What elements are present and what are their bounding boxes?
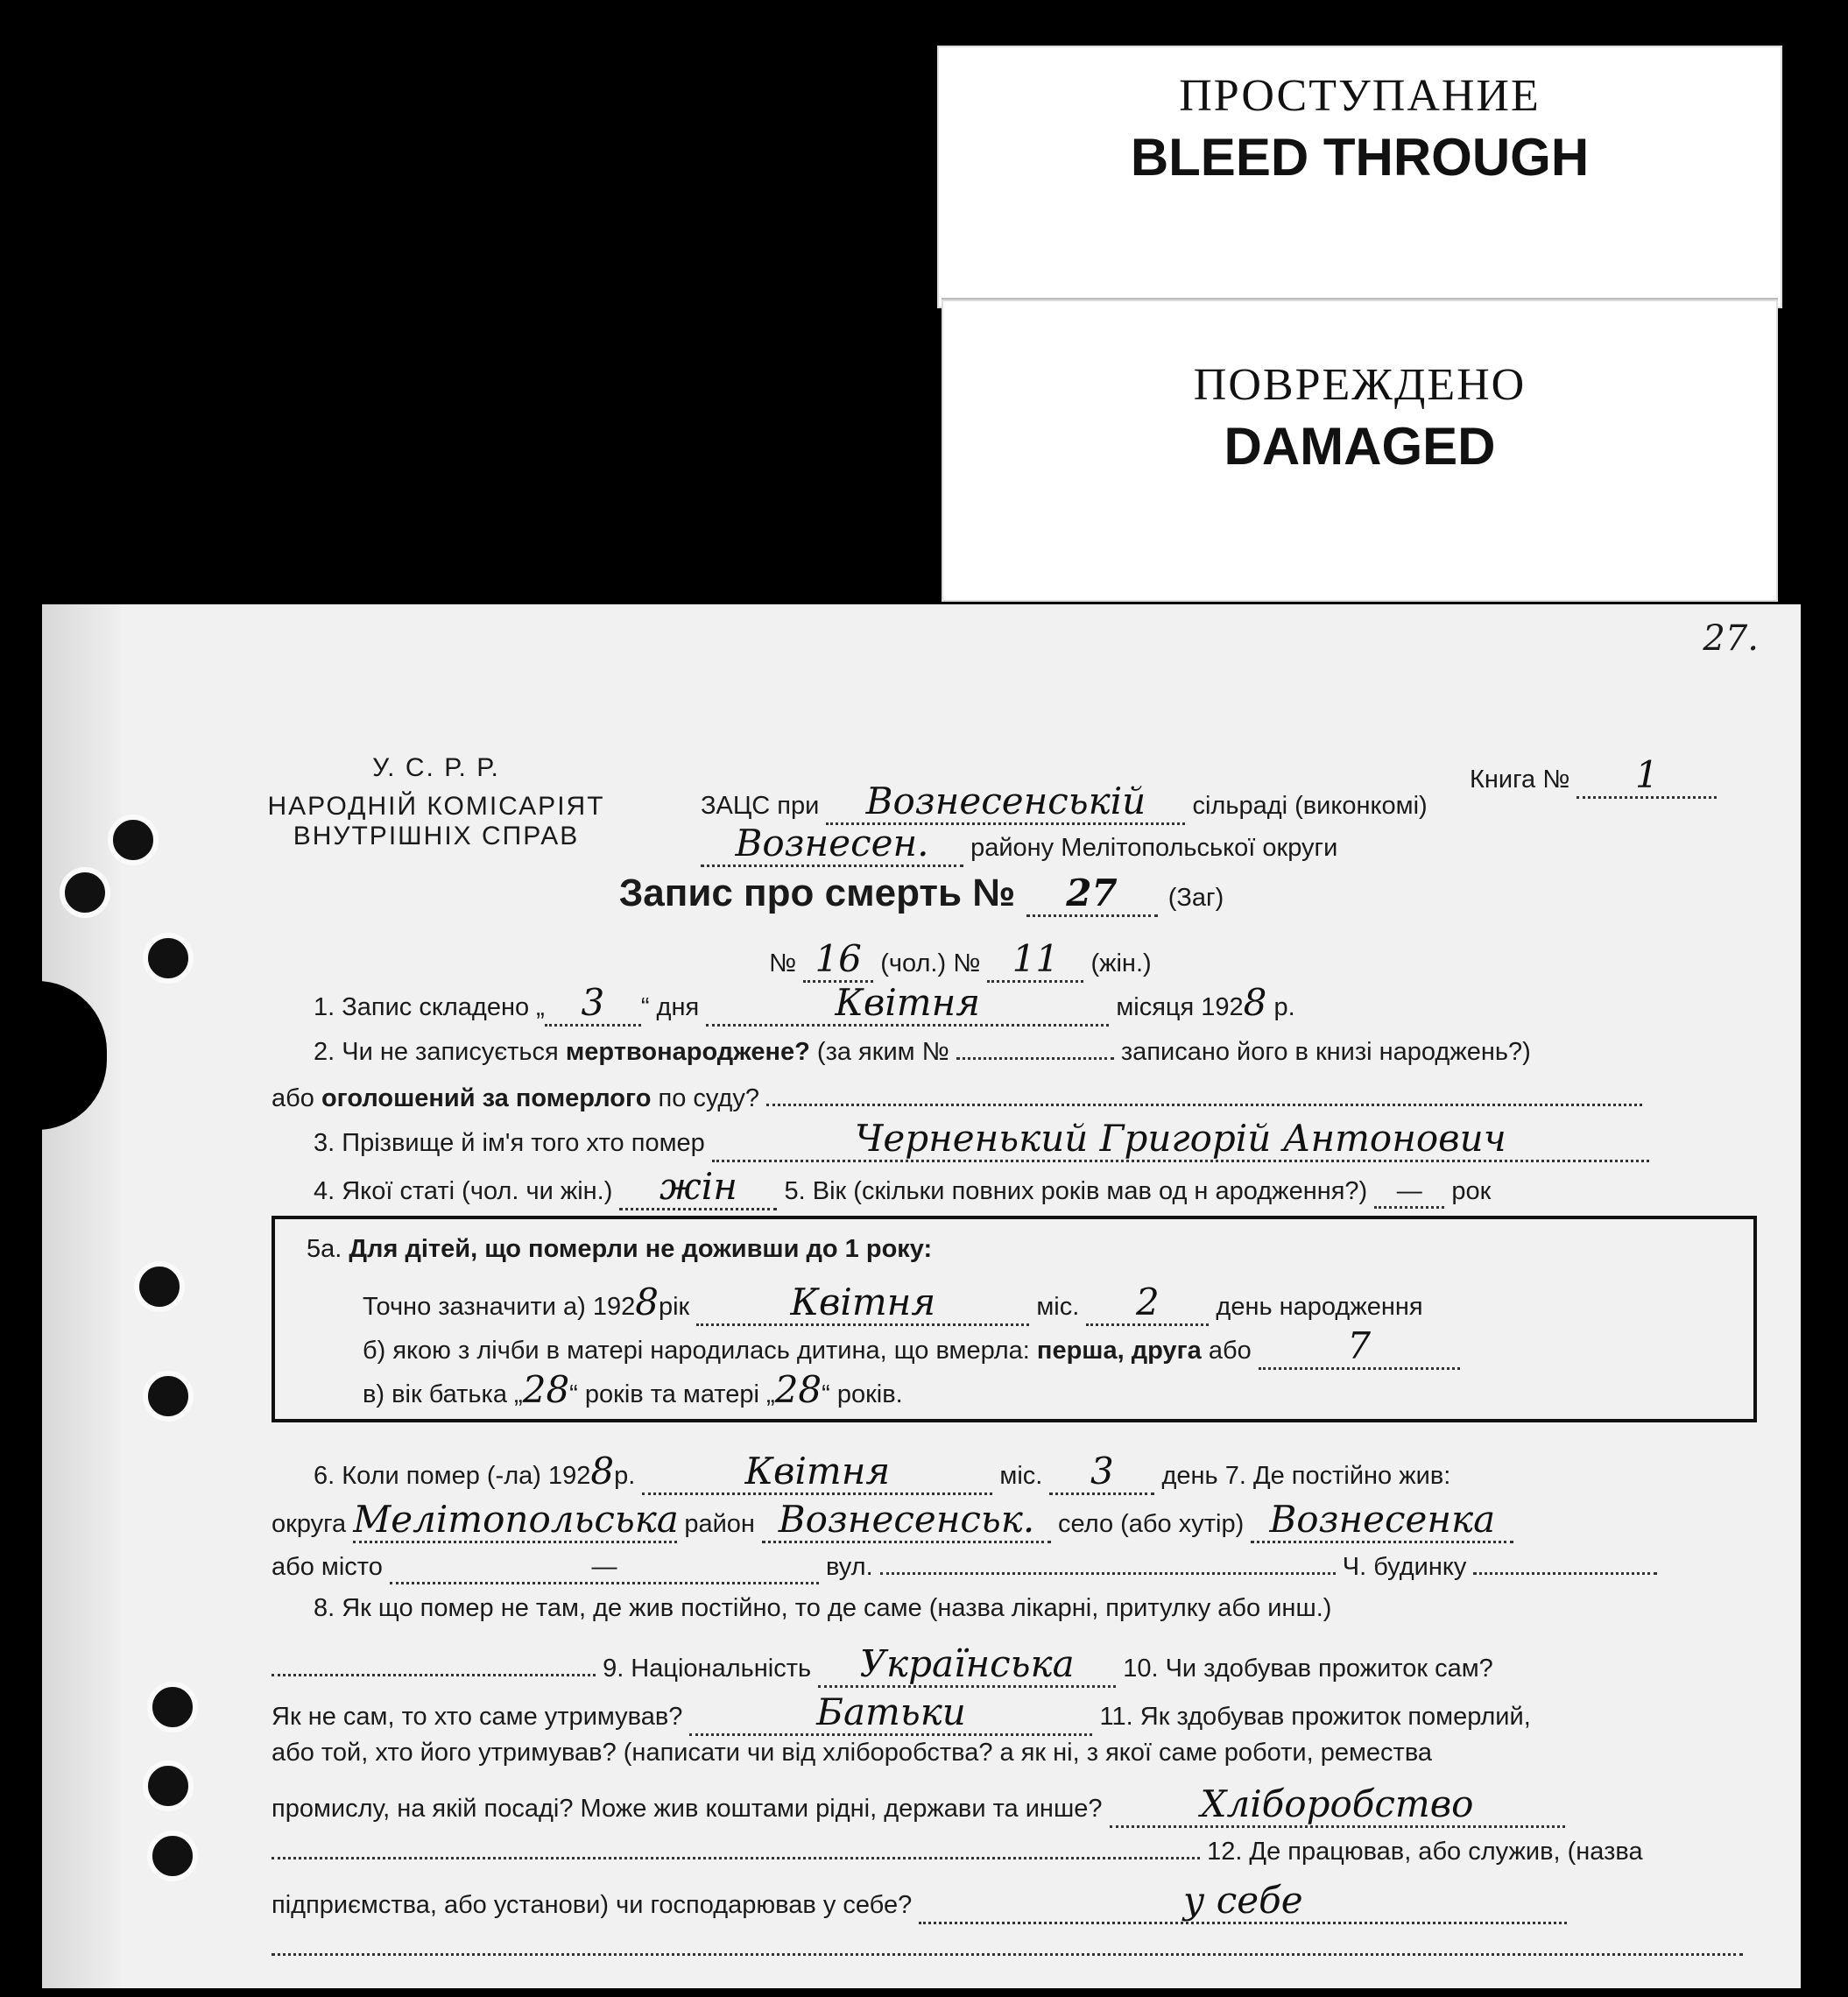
- box-r1-b: рік: [658, 1293, 690, 1321]
- punch-hole: [143, 1761, 194, 1811]
- box-r2-bold: перша, друга: [1036, 1337, 1202, 1365]
- punch-hole: [143, 1371, 194, 1422]
- l11b-a: промислу, на якій посаді? Може жив коштами рідні, держави та инше?: [272, 1795, 1103, 1823]
- bleed-tag-en: BLEED THROUGH: [1130, 128, 1590, 187]
- box-r1-d: день народження: [1216, 1293, 1423, 1321]
- box-r3-b: “ років та матері „: [569, 1380, 775, 1408]
- punch-hole: [147, 1831, 198, 1881]
- female-label: (жін.): [1090, 949, 1152, 977]
- box-r1-a: Точно зазначити а) 192: [363, 1293, 636, 1321]
- l3-a: 3. Прізвище й ім'я того хто помер: [314, 1129, 705, 1157]
- header-left: [261, 753, 611, 851]
- l10-b: 11. Як здобував прожиток померлий,: [1099, 1703, 1531, 1731]
- residence-village: Вознесенка: [1251, 1498, 1513, 1543]
- birth-month: Квітня: [696, 1281, 1029, 1326]
- district-line: [701, 822, 1752, 867]
- l2-c: записано його в книзі народжень?): [1120, 1038, 1531, 1066]
- line-12b: [272, 1879, 1752, 1924]
- box-r3-a: в) вік батька „: [363, 1380, 523, 1408]
- residence-okruha: Мелітопольська: [353, 1498, 677, 1543]
- deceased-name: Черненький Григорій Антонович: [712, 1117, 1649, 1162]
- birth-order: 7: [1259, 1324, 1460, 1370]
- zags-prefix: ЗАЦС при: [701, 792, 820, 820]
- residence-city: —: [390, 1553, 819, 1584]
- nationality: Українська: [818, 1642, 1116, 1688]
- district-suffix: району Мелітопольської округи: [970, 834, 1338, 862]
- district-name: Вознесен.: [701, 822, 963, 867]
- declared-dead-field: [766, 1077, 1642, 1106]
- line-12c: [272, 1927, 1752, 1963]
- age-value: —: [1374, 1177, 1444, 1209]
- l4-a: 4. Якої статі (чол. чи жін.): [314, 1177, 613, 1205]
- line-4: [314, 1165, 1759, 1210]
- line-1: [314, 981, 1759, 1027]
- infant-section-box: [272, 1216, 1757, 1422]
- l1-d: р.: [1273, 993, 1295, 1021]
- l2-b: (за яким №: [816, 1038, 949, 1066]
- l6-b: р.: [614, 1462, 636, 1490]
- death-record-card: [42, 604, 1801, 1988]
- punch-hole: [108, 815, 159, 865]
- zags-village: Вознесенській: [826, 780, 1185, 825]
- line-6b: [272, 1498, 1752, 1543]
- l2b-b: по суду?: [658, 1084, 759, 1112]
- box-head-bold: Для дітей, що померли не доживши до 1 року:: [349, 1235, 933, 1263]
- livelihood: Хліборобство: [1110, 1782, 1565, 1828]
- line-8: [314, 1594, 1759, 1623]
- damaged-tag-ru: ПОВРЕЖДЕНО: [1193, 360, 1527, 410]
- record-number: 27: [1026, 871, 1158, 917]
- l4-b: 5. Вік (скільки повних років мав од н ародження?): [784, 1177, 1368, 1205]
- l4-c: рок: [1451, 1177, 1492, 1205]
- line-6c: [272, 1546, 1752, 1584]
- l6-c: міс.: [999, 1462, 1043, 1490]
- l6b-a: округа: [272, 1510, 347, 1538]
- record-month: Квітня: [706, 981, 1109, 1027]
- header-commissariat: НАРОДНІЙ КОМІСАРІЯТ: [267, 792, 605, 821]
- death-place: [272, 1648, 596, 1676]
- zags-suffix: сільраді (виконкомі): [1192, 792, 1428, 820]
- record-year: 8: [1243, 981, 1267, 1024]
- l6c-a: або місто: [272, 1553, 383, 1581]
- father-age: 28: [522, 1368, 570, 1411]
- l6-d: день 7. Де постійно жив:: [1161, 1462, 1451, 1490]
- l6c-b: вул.: [826, 1553, 873, 1581]
- line-12: [272, 1831, 1752, 1866]
- l8-a: 8. Як що помер не там, де жив постійно, то де саме (назва лікарні, притулку або инш.): [314, 1594, 1332, 1622]
- l6-a: 6. Коли помер (-ла) 192: [314, 1462, 591, 1490]
- line-11: [272, 1739, 1752, 1768]
- punch-hole: [134, 1261, 185, 1312]
- l11-a: або той, хто його утримував? (написати чи від хліборобства? а як ні, з якої саме роботи, ремества: [272, 1739, 1433, 1767]
- death-day: 3: [1049, 1450, 1154, 1495]
- header-ussr: У. С. Р. Р.: [372, 753, 500, 782]
- box-row-2: [363, 1324, 1729, 1370]
- record-day: 3: [545, 981, 641, 1027]
- l2-a: 2. Чи не записується: [314, 1038, 559, 1066]
- box-head-a: 5а.: [307, 1235, 342, 1263]
- male-number: 16: [803, 937, 873, 983]
- l6c-c: Ч. будинку: [1342, 1553, 1467, 1581]
- l6b-b: район: [684, 1510, 755, 1538]
- record-title: [42, 871, 1801, 917]
- workplace: у себе: [919, 1879, 1567, 1924]
- num-prefix: №: [769, 949, 797, 977]
- birth-day: 2: [1086, 1281, 1209, 1326]
- box-r2-a: б) якою з лічби в матері народилась дитина, що вмерла:: [363, 1337, 1030, 1365]
- l6b-c: село (або хутір): [1058, 1510, 1245, 1538]
- l9-b: 10. Чи здобував прожиток сам?: [1123, 1655, 1493, 1683]
- damaged-tag: [942, 298, 1778, 602]
- zags-line: [701, 780, 1752, 825]
- line-2b: [272, 1077, 1752, 1113]
- l1-b: “ дня: [640, 993, 700, 1021]
- sex-value: жін: [619, 1165, 777, 1210]
- record-title-text: Запис про смерть №: [618, 871, 1016, 914]
- box-row-1: [363, 1281, 1729, 1326]
- male-label: (чол.) №: [880, 949, 981, 977]
- birth-year: 8: [635, 1281, 659, 1323]
- livelihood-cont: [272, 1831, 1200, 1859]
- l2-bold: мертвонароджене?: [565, 1038, 810, 1066]
- book-number: 1: [1576, 753, 1717, 799]
- residence-house: [1473, 1546, 1657, 1575]
- supported-by: Батьки: [689, 1690, 1092, 1736]
- record-title-suffix: (Заг): [1167, 884, 1224, 912]
- box-r2-b: або: [1208, 1337, 1252, 1365]
- box-row-3: [363, 1368, 1729, 1411]
- line-11b: [272, 1782, 1752, 1828]
- card-edge: [42, 604, 121, 1988]
- line-10: [272, 1690, 1752, 1736]
- l12-a: 12. Де працював, або служив, (назва: [1207, 1838, 1643, 1866]
- book-label: Книга №: [1470, 766, 1570, 794]
- line-3: [314, 1117, 1759, 1162]
- line-6: [314, 1450, 1759, 1495]
- workplace-cont: [272, 1927, 1743, 1956]
- header-internal-affairs: ВНУТРІШНІХ СПРАВ: [293, 822, 580, 850]
- l10-a: Як не сам, то хто саме утримував?: [272, 1703, 683, 1731]
- box-heading: [307, 1235, 1708, 1264]
- death-year: 8: [590, 1450, 615, 1492]
- death-month: Квітня: [642, 1450, 992, 1495]
- damaged-tag-en: DAMAGED: [1224, 417, 1496, 476]
- punch-hole: [147, 1682, 198, 1732]
- punch-hole: [143, 933, 194, 984]
- residence-raion: Вознесенськ.: [762, 1498, 1051, 1543]
- l9-a: 9. Національність: [603, 1655, 812, 1683]
- bleed-tag-ru: ПРОСТУПАНИЕ: [1179, 71, 1541, 121]
- gender-number-line: [769, 937, 1294, 983]
- box-r3-c: “ років.: [822, 1380, 903, 1408]
- l1-a: 1. Запис складено „: [314, 993, 545, 1021]
- mother-age: 28: [774, 1368, 822, 1411]
- l12b-a: підприємства, або установи) чи господарював у себе?: [272, 1891, 913, 1919]
- residence-street: [880, 1546, 1336, 1575]
- l2b-bold: оголошений за померлого: [321, 1084, 652, 1112]
- bleed-through-tag: [937, 46, 1782, 308]
- line-2: [314, 1031, 1759, 1067]
- stillborn-number: [956, 1031, 1114, 1060]
- l1-c: місяця 192: [1116, 993, 1244, 1021]
- archive-page-number: 27.: [1703, 618, 1759, 659]
- box-r1-c: міс.: [1036, 1293, 1080, 1321]
- female-number: 11: [987, 937, 1083, 983]
- l2b-a: або: [272, 1084, 314, 1112]
- line-9: [272, 1642, 1752, 1688]
